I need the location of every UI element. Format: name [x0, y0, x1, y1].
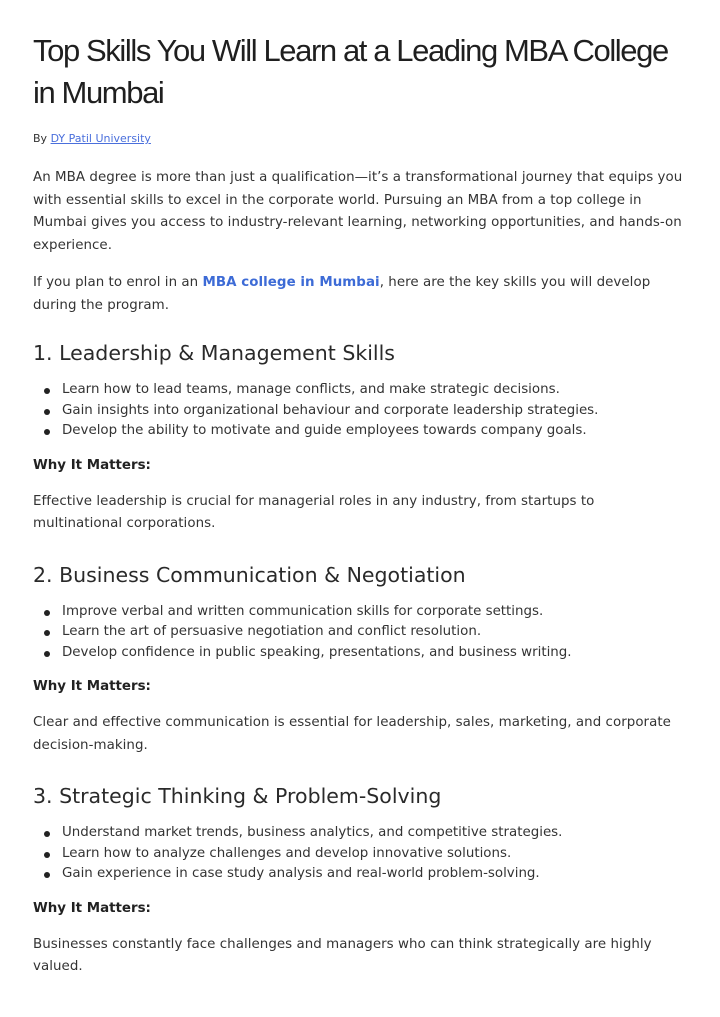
bullet-list [33, 602, 685, 664]
bullet-icon [44, 630, 50, 636]
bullet-icon [44, 872, 50, 878]
bullet-icon [44, 388, 50, 394]
section-heading-strategic-thinking: 3. Strategic Thinking & Problem-Solving [33, 784, 442, 808]
intro2-text-before: If you plan to enrol in an [33, 275, 203, 290]
bullet-icon [44, 831, 50, 837]
page-title: Top Skills You Will Learn at a Leading MBA College in Mumbai [33, 33, 668, 110]
list-item [33, 844, 685, 865]
section-heading-communication: 2. Business Communication & Negotiation [33, 562, 466, 587]
list-item-text: Learn the art of persuasive negotiation and conflict resolution. [62, 624, 482, 639]
why-it-matters-label: Why It Matters: [33, 457, 151, 473]
list-item-text: Develop the ability to motivate and guide employees towards company goals. [62, 423, 587, 438]
list-item-text: Understand market trends, business analytics, and competitive strategies. [62, 825, 563, 840]
author-link[interactable]: DY Patil University [50, 132, 151, 145]
bullet-icon [44, 852, 50, 858]
section-heading-leadership: 1. Leadership & Management Skills [33, 341, 395, 365]
list-item-text: Learn how to analyze challenges and develop innovative solutions. [62, 845, 512, 861]
bullet-list [33, 823, 685, 885]
article [33, 30, 685, 979]
intro-paragraph: An MBA degree is more than just a qualification—it’s a transformational journey that equips you with essential skills to excel in the corporate world. Pursuing an MBA from a top college in Mumbai gives you access to industry-relevant learning, networking opportunities, and hands-on experience. [33, 170, 683, 253]
list-item-text: Learn how to lead teams, manage conflicts, and make strategic decisions. [62, 382, 560, 397]
intro-paragraph-2 [33, 272, 685, 317]
bullet-icon [44, 429, 50, 435]
bullet-list [33, 380, 685, 442]
why-it-matters-label: Why It Matters: [33, 679, 151, 694]
list-item [33, 421, 685, 442]
why-it-matters-label: Why It Matters: [33, 900, 151, 916]
list-item-text: Improve verbal and written communication skills for corporate settings. [62, 603, 544, 619]
mba-college-link[interactable]: MBA college in Mumbai [202, 275, 380, 290]
list-item [33, 602, 685, 623]
bullet-icon [44, 409, 50, 415]
list-item [33, 622, 685, 643]
why-it-matters-text: Businesses constantly face challenges and managers who can think strategically are highly valued. [33, 936, 652, 974]
why-it-matters-text: Clear and effective communication is essential for leadership, sales, marketing, and corporate decision-making. [33, 715, 671, 753]
list-item-text: Gain experience in case study analysis and real-world problem-solving. [62, 866, 540, 881]
list-item-text: Develop confidence in public speaking, presentations, and business writing. [62, 644, 572, 660]
why-it-matters-text: Effective leadership is crucial for managerial roles in any industry, from startups to multinational corporations. [33, 493, 595, 531]
intro2-text-after: , here are the key skills you will develop during the program. [33, 275, 651, 313]
byline [33, 131, 685, 147]
list-item [33, 643, 685, 664]
bullet-icon [44, 610, 50, 616]
byline-prefix: By [33, 132, 51, 145]
list-item [33, 823, 685, 844]
list-item [33, 401, 685, 422]
bullet-icon [44, 651, 50, 657]
list-item [33, 864, 685, 885]
list-item [33, 380, 685, 401]
list-item-text: Gain insights into organizational behaviour and corporate leadership strategies. [62, 402, 599, 418]
